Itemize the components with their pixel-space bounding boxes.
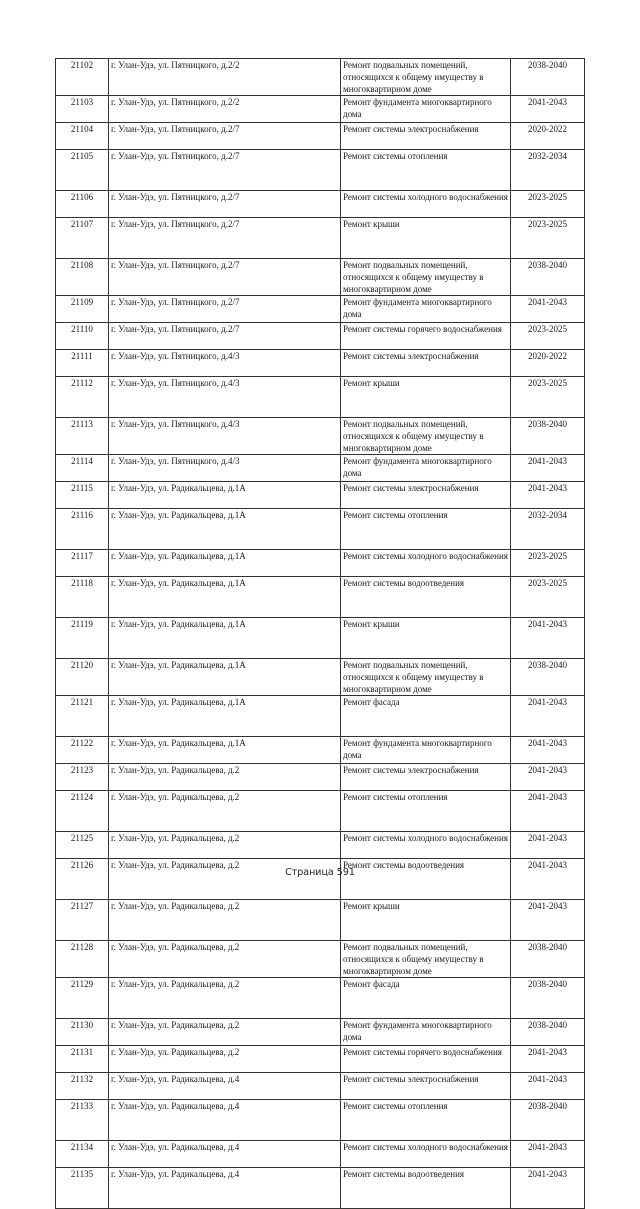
period-cell: 2041-2043	[511, 1168, 585, 1209]
work-type-cell: Ремонт системы холодного водоснабжения	[341, 550, 511, 577]
row-number-cell: 21113	[56, 418, 109, 455]
work-type-cell: Ремонт фундамента многоквартирного дома	[341, 455, 511, 482]
address-cell: г. Улан-Удэ, ул. Пятницкого, д.2/7	[109, 259, 341, 296]
page-number: Страница 591	[285, 867, 355, 878]
row-number-cell: 21115	[56, 482, 109, 509]
work-type-cell: Ремонт системы отопления	[341, 791, 511, 832]
row-number-cell: 21104	[56, 123, 109, 150]
work-type-cell: Ремонт системы отопления	[341, 150, 511, 191]
period-cell: 2023-2025	[511, 377, 585, 418]
period-cell: 2041-2043	[511, 482, 585, 509]
address-cell: г. Улан-Удэ, ул. Радикальцева, д.1А	[109, 482, 341, 509]
address-cell: г. Улан-Удэ, ул. Радикальцева, д.1А	[109, 737, 341, 764]
row-number-cell: 21111	[56, 350, 109, 377]
address-cell: г. Улан-Удэ, ул. Пятницкого, д.2/2	[109, 59, 341, 96]
table-row	[56, 1019, 585, 1046]
period-cell: 2023-2025	[511, 323, 585, 350]
address-cell: г. Улан-Удэ, ул. Пятницкого, д.4/3	[109, 350, 341, 377]
address-cell: г. Улан-Удэ, ул. Радикальцева, д.1А	[109, 618, 341, 659]
row-number-cell: 21122	[56, 737, 109, 764]
work-type-cell: Ремонт системы холодного водоснабжения	[341, 832, 511, 859]
period-cell: 2038-2040	[511, 1019, 585, 1046]
row-number-cell: 21110	[56, 323, 109, 350]
row-number-cell: 21105	[56, 150, 109, 191]
repair-schedule-table	[55, 58, 585, 1209]
row-number-cell: 21103	[56, 96, 109, 123]
table-row	[56, 123, 585, 150]
table-row	[56, 1073, 585, 1100]
period-cell: 2041-2043	[511, 696, 585, 737]
work-type-cell: Ремонт фасада	[341, 696, 511, 737]
work-type-cell: Ремонт подвальных помещений, относящихся к общему имуществу в многоквартирном доме	[341, 418, 511, 455]
period-cell: 2023-2025	[511, 577, 585, 618]
work-type-cell: Ремонт крыши	[341, 618, 511, 659]
work-type-cell: Ремонт фундамента многоквартирного дома	[341, 737, 511, 764]
work-type-cell: Ремонт системы электроснабжения	[341, 482, 511, 509]
address-cell: г. Улан-Удэ, ул. Радикальцева, д.2	[109, 832, 341, 859]
work-type-cell: Ремонт фундамента многоквартирного дома	[341, 1019, 511, 1046]
address-cell: г. Улан-Удэ, ул. Радикальцева, д.2	[109, 859, 341, 900]
row-number-cell: 21126	[56, 859, 109, 900]
table-row	[56, 577, 585, 618]
address-cell: г. Улан-Удэ, ул. Радикальцева, д.2	[109, 764, 341, 791]
period-cell: 2038-2040	[511, 259, 585, 296]
table-row	[56, 96, 585, 123]
table-row	[56, 737, 585, 764]
address-cell: г. Улан-Удэ, ул. Радикальцева, д.2	[109, 900, 341, 941]
table-row	[56, 323, 585, 350]
work-type-cell: Ремонт фундамента многоквартирного дома	[341, 96, 511, 123]
period-cell: 2020-2022	[511, 350, 585, 377]
table-row	[56, 764, 585, 791]
row-number-cell: 21125	[56, 832, 109, 859]
period-cell: 2038-2040	[511, 418, 585, 455]
table-row	[56, 418, 585, 455]
work-type-cell: Ремонт системы горячего водоснабжения	[341, 1046, 511, 1073]
work-type-cell: Ремонт крыши	[341, 900, 511, 941]
table-row	[56, 659, 585, 696]
table-row	[56, 550, 585, 577]
period-cell: 2038-2040	[511, 59, 585, 96]
table-row	[56, 832, 585, 859]
table-row	[56, 791, 585, 832]
address-cell: г. Улан-Удэ, ул. Радикальцева, д.1А	[109, 509, 341, 550]
period-cell: 2041-2043	[511, 832, 585, 859]
period-cell: 2041-2043	[511, 1141, 585, 1168]
period-cell: 2041-2043	[511, 618, 585, 659]
work-type-cell: Ремонт системы отопления	[341, 1100, 511, 1141]
period-cell: 2041-2043	[511, 455, 585, 482]
work-type-cell: Ремонт фасада	[341, 978, 511, 1019]
period-cell: 2038-2040	[511, 941, 585, 978]
table-row	[56, 191, 585, 218]
work-type-cell: Ремонт системы отопления	[341, 509, 511, 550]
address-cell: г. Улан-Удэ, ул. Пятницкого, д.4/3	[109, 455, 341, 482]
address-cell: г. Улан-Удэ, ул. Пятницкого, д.2/7	[109, 191, 341, 218]
address-cell: г. Улан-Удэ, ул. Радикальцева, д.2	[109, 978, 341, 1019]
address-cell: г. Улан-Удэ, ул. Радикальцева, д.4	[109, 1168, 341, 1209]
address-cell: г. Улан-Удэ, ул. Пятницкого, д.2/7	[109, 323, 341, 350]
address-cell: г. Улан-Удэ, ул. Радикальцева, д.2	[109, 941, 341, 978]
work-type-cell: Ремонт системы водоотведения	[341, 577, 511, 618]
table-row	[56, 377, 585, 418]
period-cell: 2023-2025	[511, 191, 585, 218]
table-body	[56, 59, 585, 1209]
row-number-cell: 21112	[56, 377, 109, 418]
work-type-cell: Ремонт подвальных помещений, относящихся к общему имуществу в многоквартирном доме	[341, 659, 511, 696]
address-cell: г. Улан-Удэ, ул. Радикальцева, д.4	[109, 1100, 341, 1141]
work-type-cell: Ремонт подвальных помещений, относящихся к общему имуществу в многоквартирном доме	[341, 941, 511, 978]
work-type-cell: Ремонт системы электроснабжения	[341, 1073, 511, 1100]
period-cell: 2041-2043	[511, 296, 585, 323]
row-number-cell: 21102	[56, 59, 109, 96]
table-row	[56, 696, 585, 737]
row-number-cell: 21134	[56, 1141, 109, 1168]
period-cell: 2041-2043	[511, 96, 585, 123]
period-cell: 2041-2043	[511, 859, 585, 900]
address-cell: г. Улан-Удэ, ул. Радикальцева, д.1А	[109, 659, 341, 696]
period-cell: 2038-2040	[511, 659, 585, 696]
work-type-cell: Ремонт крыши	[341, 377, 511, 418]
address-cell: г. Улан-Удэ, ул. Радикальцева, д.2	[109, 1046, 341, 1073]
row-number-cell: 21121	[56, 696, 109, 737]
row-number-cell: 21119	[56, 618, 109, 659]
table-row	[56, 259, 585, 296]
address-cell: г. Улан-Удэ, ул. Радикальцева, д.4	[109, 1073, 341, 1100]
table-row	[56, 1100, 585, 1141]
row-number-cell: 21107	[56, 218, 109, 259]
table-row	[56, 900, 585, 941]
address-cell: г. Улан-Удэ, ул. Пятницкого, д.2/7	[109, 123, 341, 150]
address-cell: г. Улан-Удэ, ул. Радикальцева, д.1А	[109, 696, 341, 737]
period-cell: 2023-2025	[511, 550, 585, 577]
row-number-cell: 21133	[56, 1100, 109, 1141]
table-row	[56, 482, 585, 509]
table-row	[56, 296, 585, 323]
row-number-cell: 21108	[56, 259, 109, 296]
period-cell: 2020-2022	[511, 123, 585, 150]
table-row	[56, 59, 585, 96]
period-cell: 2041-2043	[511, 764, 585, 791]
work-type-cell: Ремонт системы водоотведения	[341, 1168, 511, 1209]
table-row	[56, 455, 585, 482]
period-cell: 2041-2043	[511, 900, 585, 941]
table-row	[56, 859, 585, 900]
address-cell: г. Улан-Удэ, ул. Радикальцева, д.4	[109, 1141, 341, 1168]
work-type-cell: Ремонт подвальных помещений, относящихся к общему имуществу в многоквартирном доме	[341, 259, 511, 296]
address-cell: г. Улан-Удэ, ул. Пятницкого, д.4/3	[109, 418, 341, 455]
table-row	[56, 350, 585, 377]
table-row	[56, 618, 585, 659]
row-number-cell: 21130	[56, 1019, 109, 1046]
table-row	[56, 1168, 585, 1209]
row-number-cell: 21120	[56, 659, 109, 696]
row-number-cell: 21129	[56, 978, 109, 1019]
address-cell: г. Улан-Удэ, ул. Пятницкого, д.2/7	[109, 296, 341, 323]
row-number-cell: 21106	[56, 191, 109, 218]
work-type-cell: Ремонт подвальных помещений, относящихся к общему имуществу в многоквартирном доме	[341, 59, 511, 96]
address-cell: г. Улан-Удэ, ул. Пятницкого, д.2/7	[109, 150, 341, 191]
row-number-cell: 21132	[56, 1073, 109, 1100]
address-cell: г. Улан-Удэ, ул. Пятницкого, д.2/2	[109, 96, 341, 123]
row-number-cell: 21128	[56, 941, 109, 978]
row-number-cell: 21124	[56, 791, 109, 832]
row-number-cell: 21116	[56, 509, 109, 550]
table-row	[56, 509, 585, 550]
period-cell: 2041-2043	[511, 1046, 585, 1073]
row-number-cell: 21109	[56, 296, 109, 323]
period-cell: 2023-2025	[511, 218, 585, 259]
row-number-cell: 21118	[56, 577, 109, 618]
period-cell: 2038-2040	[511, 1100, 585, 1141]
work-type-cell: Ремонт системы электроснабжения	[341, 123, 511, 150]
table-row	[56, 150, 585, 191]
row-number-cell: 21117	[56, 550, 109, 577]
row-number-cell: 21135	[56, 1168, 109, 1209]
row-number-cell: 21114	[56, 455, 109, 482]
work-type-cell: Ремонт системы электроснабжения	[341, 350, 511, 377]
address-cell: г. Улан-Удэ, ул. Радикальцева, д.2	[109, 791, 341, 832]
work-type-cell: Ремонт системы холодного водоснабжения	[341, 1141, 511, 1168]
period-cell: 2041-2043	[511, 791, 585, 832]
work-type-cell: Ремонт фундамента многоквартирного дома	[341, 296, 511, 323]
table-row	[56, 1141, 585, 1168]
period-cell: 2032-2034	[511, 509, 585, 550]
period-cell: 2041-2043	[511, 737, 585, 764]
work-type-cell: Ремонт системы электроснабжения	[341, 764, 511, 791]
address-cell: г. Улан-Удэ, ул. Радикальцева, д.1А	[109, 550, 341, 577]
table-row	[56, 941, 585, 978]
address-cell: г. Улан-Удэ, ул. Радикальцева, д.2	[109, 1019, 341, 1046]
work-type-cell: Ремонт системы горячего водоснабжения	[341, 323, 511, 350]
row-number-cell: 21131	[56, 1046, 109, 1073]
work-type-cell: Ремонт крыши	[341, 218, 511, 259]
table-row	[56, 978, 585, 1019]
work-type-cell: Ремонт системы водоотведения	[341, 859, 511, 900]
period-cell: 2038-2040	[511, 978, 585, 1019]
row-number-cell: 21123	[56, 764, 109, 791]
period-cell: 2041-2043	[511, 1073, 585, 1100]
table-row	[56, 1046, 585, 1073]
row-number-cell: 21127	[56, 900, 109, 941]
address-cell: г. Улан-Удэ, ул. Пятницкого, д.2/7	[109, 218, 341, 259]
work-type-cell: Ремонт системы холодного водоснабжения	[341, 191, 511, 218]
table-row	[56, 218, 585, 259]
period-cell: 2032-2034	[511, 150, 585, 191]
address-cell: г. Улан-Удэ, ул. Пятницкого, д.4/3	[109, 377, 341, 418]
address-cell: г. Улан-Удэ, ул. Радикальцева, д.1А	[109, 577, 341, 618]
